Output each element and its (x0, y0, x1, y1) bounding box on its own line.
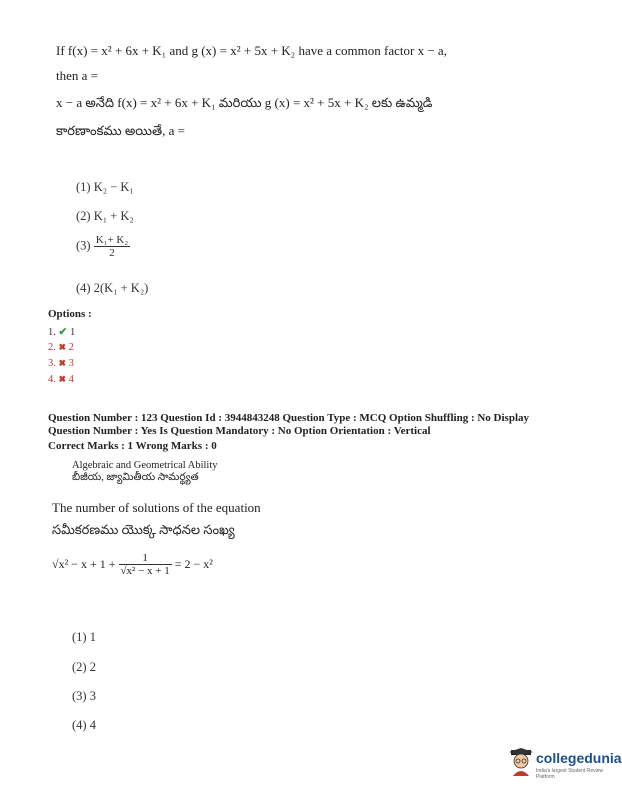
q1-statement-then: then a = (56, 68, 98, 83)
logo-tagline: India's largest Student Review Platform (536, 768, 604, 780)
q1-option-3-fraction (94, 234, 131, 259)
question-meta-line2: Question Number : Yes Is Question Mandatory : No Option Orientation : Vertical (48, 425, 431, 437)
answer-option-value: 3 (68, 358, 74, 369)
answer-option-number: 4. (48, 374, 56, 385)
answer-option-2 (48, 342, 74, 353)
collegedunia-logo[interactable] (508, 748, 622, 782)
q1-statement-telugu-cont: కారణాంకము అయితే, a = (56, 123, 185, 138)
section-title-english: Algebraic and Geometrical Ability (72, 460, 218, 471)
q1-option-3-numerator: K₁+ K₂ (95, 234, 129, 246)
q1-option-4: (4) 2(K₁ + K₂) (76, 281, 149, 295)
q1-statement-english: If f(x) = x² + 6x + K₁ and g (x) = x² + 5x + K₂ have a common factor x − a, (56, 43, 447, 58)
cross-icon: ✖ (58, 342, 67, 352)
q2-equation (52, 552, 213, 577)
answer-option-number: 3. (48, 358, 56, 369)
answer-option-number: 1. (48, 327, 56, 338)
options-title: Options : (48, 308, 92, 320)
cross-icon: ✖ (58, 374, 67, 384)
q1-option-3-prefix: (3) (76, 238, 91, 253)
q2-equation-fraction (119, 552, 172, 577)
q1-option-2: (2) K₁ + K₂ (76, 209, 134, 223)
answer-option-value: 2 (68, 342, 74, 353)
q2-equation-denominator: √x² − x + 1 (120, 565, 170, 577)
answer-option-value: 4 (68, 374, 74, 385)
answer-option-number: 2. (48, 342, 56, 353)
q2-equation-left: √x² − x + 1 + (52, 557, 116, 571)
q2-equation-numerator: 1 (119, 552, 172, 565)
answer-option-4 (48, 374, 74, 385)
answer-option-value: 1 (69, 327, 76, 338)
q2-equation-right: = 2 − x² (174, 557, 213, 571)
q1-option-3-denominator: 2 (109, 247, 115, 259)
cross-icon: ✖ (58, 358, 67, 368)
section-title-telugu: బీజీయ, జ్యామితీయ సామర్థ్యత (72, 472, 199, 483)
check-icon: ✔ (58, 327, 68, 338)
q1-option-3 (76, 234, 130, 259)
student-avatar-icon (508, 748, 534, 780)
q2-statement-telugu: సమీకరణము యొక్క సాధనల సంఖ్య (52, 522, 235, 537)
q2-option-4: (4) 4 (72, 718, 96, 732)
q2-option-3: (3) 3 (72, 689, 96, 703)
answer-option-1 (48, 326, 75, 338)
q1-statement-telugu: x − a అనేది f(x) = x² + 6x + K₁ మరియు g (x) = x² + 5x + K₂ లకు ఉమ్మడి (56, 95, 433, 110)
question-meta-marks: Correct Marks : 1 Wrong Marks : 0 (48, 440, 217, 452)
q2-option-1: (1) 1 (72, 630, 96, 644)
question-meta-line1: Question Number : 123 Question Id : 3944843248 Question Type : MCQ Option Shuffling : No Display (48, 412, 530, 424)
answer-option-3 (48, 358, 74, 369)
q2-option-2: (2) 2 (72, 660, 96, 674)
q1-option-1: (1) K₂ − K₁ (76, 180, 134, 194)
logo-name: collegedunia (536, 750, 622, 766)
q2-statement-english: The number of solutions of the equation (52, 500, 261, 515)
